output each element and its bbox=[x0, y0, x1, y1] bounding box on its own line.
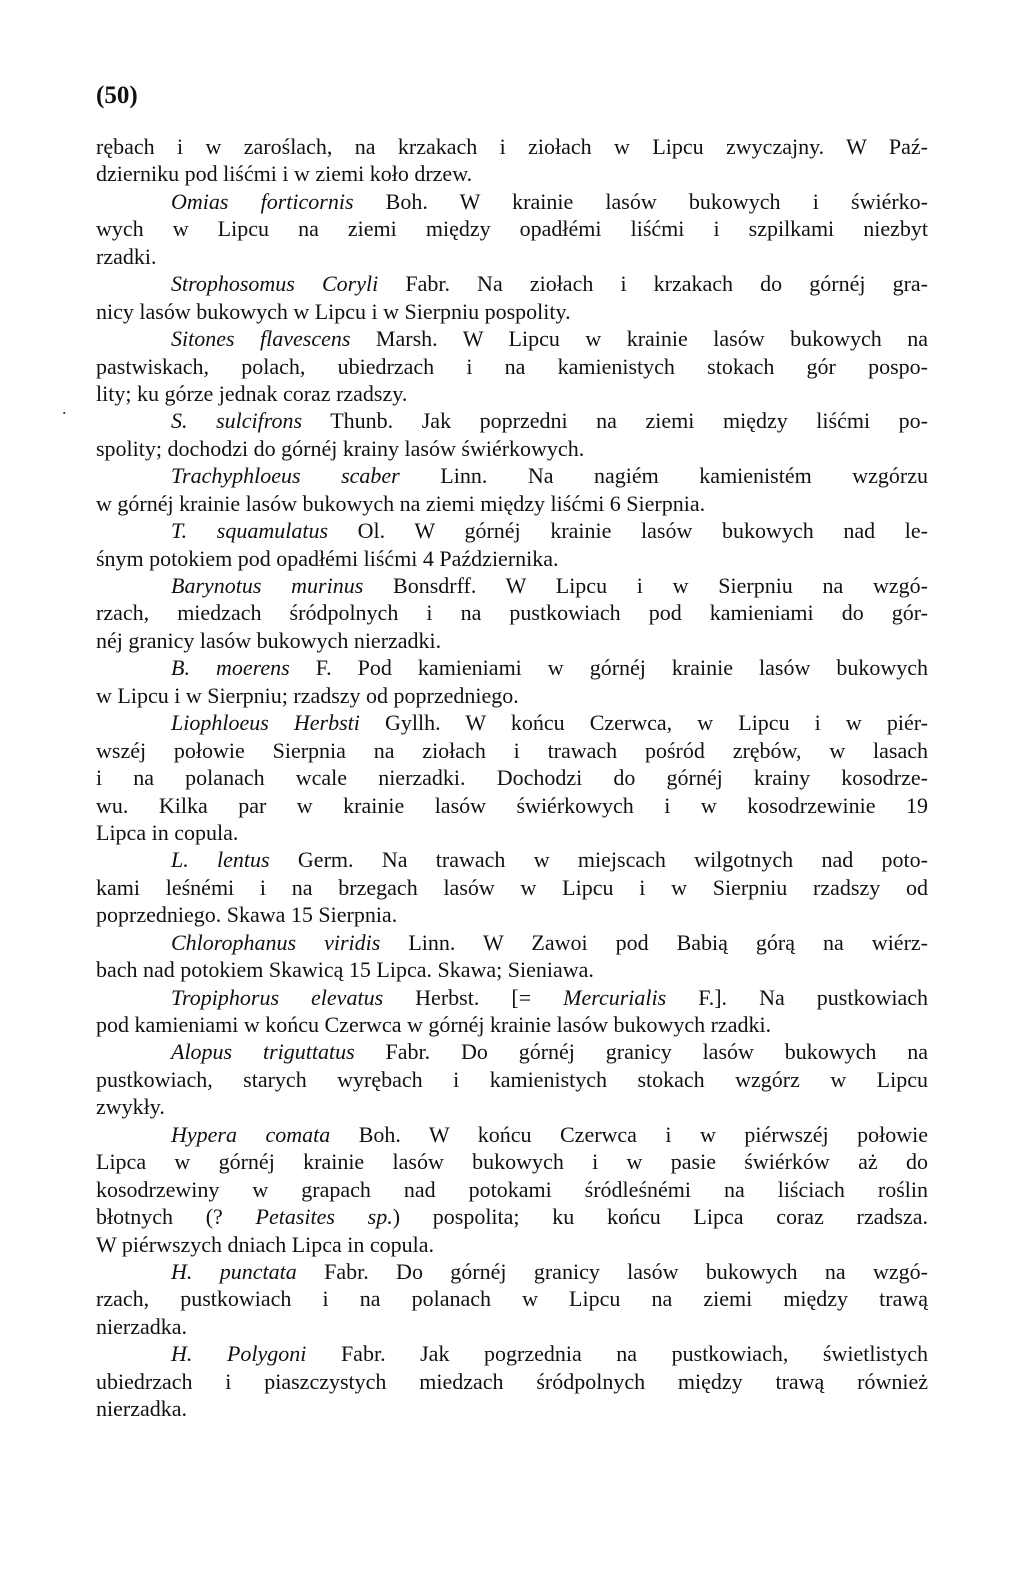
page-number: (50) bbox=[96, 82, 138, 109]
text-line: w Lipcu i w Sierpniu; rzadszy od poprzedniego. bbox=[96, 682, 519, 708]
text-line: wszéj połowie Sierpnia na ziołach i trawach pośród zrębów, w lasach bbox=[96, 737, 928, 763]
text-line: poprzedniego. Skawa 15 Sierpnia. bbox=[96, 902, 398, 928]
text-line: spolity; dochodzi do górnéj krainy lasów świérkowych. bbox=[96, 435, 585, 461]
species-name: S. sulcifrons bbox=[171, 408, 303, 434]
text-line: Lipca in copula. bbox=[96, 819, 239, 845]
plant-name: Petasites sp. bbox=[255, 1204, 393, 1230]
text-line: dzierniku pod liśćmi i w ziemi koło drzew. bbox=[96, 161, 473, 187]
species-entry-line: Alopus triguttatus Fabr. Do górnéj granicy lasów bukowych na bbox=[171, 1039, 929, 1065]
text-line: rębach i w zaroślach, na krzakach i ziołach w Lipcu zwyczajny. W Paź- bbox=[96, 134, 928, 159]
species-name: Alopus triguttatus bbox=[171, 1039, 355, 1065]
species-entry-line: Hypera comata Boh. W końcu Czerwca i w piérwszéj połowie bbox=[171, 1121, 928, 1147]
species-entry-line: Liophloeus Herbsti Gyllh. W końcu Czerwca, w Lipcu i w piér- bbox=[171, 710, 928, 736]
species-name: B. moerens bbox=[171, 655, 290, 681]
species-entry-line: Strophosomus Coryli Fabr. Na ziołach i krzakach do górnéj gra- bbox=[171, 271, 929, 297]
species-entry-line: Omias forticornis Boh. W krainie lasów bukowych i świérko- bbox=[171, 188, 928, 214]
species-name: Omias forticornis bbox=[171, 188, 354, 214]
species-entry-line: L. lentus Germ. Na trawach w miejscach wilgotnych nad poto- bbox=[171, 847, 928, 873]
species-entry-line: Chlorophanus viridis Linn. W Zawoi pod Babią górą na wiérz- bbox=[171, 929, 928, 955]
text-line: kosodrzewiny w grapach nad potokami śródleśnémi na liściach roślin bbox=[96, 1176, 928, 1202]
species-name: Barynotus murinus bbox=[171, 573, 364, 598]
species-entry-line: S. sulcifrons Thunb. Jak poprzedni na ziemi między liśćmi po- bbox=[171, 408, 928, 434]
species-entry-line: Tropiphorus elevatus Herbst. [= Mercurialis F.]. Na pustkowiach bbox=[171, 984, 928, 1010]
text-line: W piérwszych dniach Lipca in copula. bbox=[96, 1231, 435, 1257]
text-line: bach nad potokiem Skawicą 15 Lipca. Skawa; Sieniawa. bbox=[96, 957, 594, 983]
species-name: H. Polygoni bbox=[171, 1341, 307, 1367]
text-line: zwykły. bbox=[96, 1094, 165, 1120]
synonym-name: Mercurialis bbox=[563, 984, 667, 1010]
text-line: Lipca w górnéj krainie lasów bukowych i w pasie świérków aż do bbox=[96, 1149, 928, 1175]
text-line: śnym potokiem pod opadłémi liśćmi 4 Października. bbox=[96, 545, 559, 571]
species-name: H. punctata bbox=[171, 1258, 297, 1284]
text-line: ubiedrzach i piaszczystych miedzach śródpolnych między trawą również bbox=[96, 1368, 928, 1394]
species-entry-line: H. punctata Fabr. Do górnéj granicy lasów bukowych na wzgó- bbox=[171, 1258, 928, 1284]
species-name: Liophloeus Herbsti bbox=[171, 710, 360, 736]
species-entry-line: H. Polygoni Fabr. Jak pogrzednia na pustkowiach, świetlistych bbox=[171, 1341, 928, 1367]
species-name: L. lentus bbox=[171, 847, 270, 873]
text-line: lity; ku górze jednak coraz rzadszy. bbox=[96, 380, 408, 406]
text-line: pastwiskach, polach, ubiedrzach i na kamienistych stokach gór pospo- bbox=[96, 353, 928, 379]
text-line: wu. Kilka par w krainie lasów świérkowych i w kosodrzewinie 19 bbox=[96, 792, 928, 818]
species-entry-line: B. moerens F. Pod kamieniami w górnéj krainie lasów bukowych bbox=[171, 655, 928, 681]
species-name: Sitones flavescens bbox=[171, 326, 351, 352]
text-line: rzach, pustkowiach i na polanach w Lipcu na ziemi między trawą bbox=[96, 1286, 928, 1312]
species-entry-line: Barynotus murinus Bonsdrff. W Lipcu i w Sierpniu na wzgó- bbox=[171, 573, 928, 598]
species-name: T. squamulatus bbox=[171, 518, 328, 544]
text-line: kami leśnémi i na brzegach lasów w Lipcu i w Sierpniu rzadszy od bbox=[96, 874, 928, 900]
text-line: w górnéj krainie lasów bukowych na ziemi między liśćmi 6 Sierpnia. bbox=[96, 490, 706, 516]
text-line: nicy lasów bukowych w Lipcu i w Sierpniu pospolity. bbox=[96, 298, 571, 324]
species-name: Strophosomus Coryli bbox=[171, 271, 379, 297]
text-line: wych w Lipcu na ziemi między opadłémi liśćmi i szpilkami niezbyt bbox=[96, 216, 928, 242]
species-name: Hypera comata bbox=[171, 1121, 331, 1147]
species-entry-line: Trachyphloeus scaber Linn. Na nagiém kamienistém wzgórzu bbox=[171, 463, 928, 489]
species-entry-line: Sitones flavescens Marsh. W Lipcu w krainie lasów bukowych na bbox=[171, 326, 928, 352]
species-entry-line: T. squamulatus Ol. W górnéj krainie lasów bukowych nad le- bbox=[171, 518, 928, 544]
text-line: rzach, miedzach śródpolnych i na pustkowiach pod kamieniami do gór- bbox=[96, 600, 928, 626]
body-text bbox=[96, 133, 928, 1423]
text-line: nierzadka. bbox=[96, 1396, 187, 1422]
stray-mark: . bbox=[62, 398, 67, 418]
text-line: néj granicy lasów bukowych nierzadki. bbox=[96, 627, 442, 653]
text-line: i na polanach wcale nierzadki. Dochodzi do górnéj krainy kosodrze- bbox=[96, 765, 928, 791]
text-line: nierzadka. bbox=[96, 1313, 187, 1339]
text-line: błotnych (? Petasites sp.) pospolita; ku końcu Lipca coraz rzadsza. bbox=[96, 1204, 928, 1230]
text-line: rzadki. bbox=[96, 243, 157, 269]
text-line: pod kamieniami w końcu Czerwca w górnéj krainie lasów bukowych rzadki. bbox=[96, 1012, 772, 1037]
text-line: pustkowiach, starych wyrębach i kamienistych stokach wzgórz w Lipcu bbox=[96, 1066, 928, 1092]
species-name: Trachyphloeus scaber bbox=[171, 463, 400, 489]
species-name: Tropiphorus elevatus bbox=[171, 984, 384, 1010]
species-name: Chlorophanus viridis bbox=[171, 929, 381, 955]
